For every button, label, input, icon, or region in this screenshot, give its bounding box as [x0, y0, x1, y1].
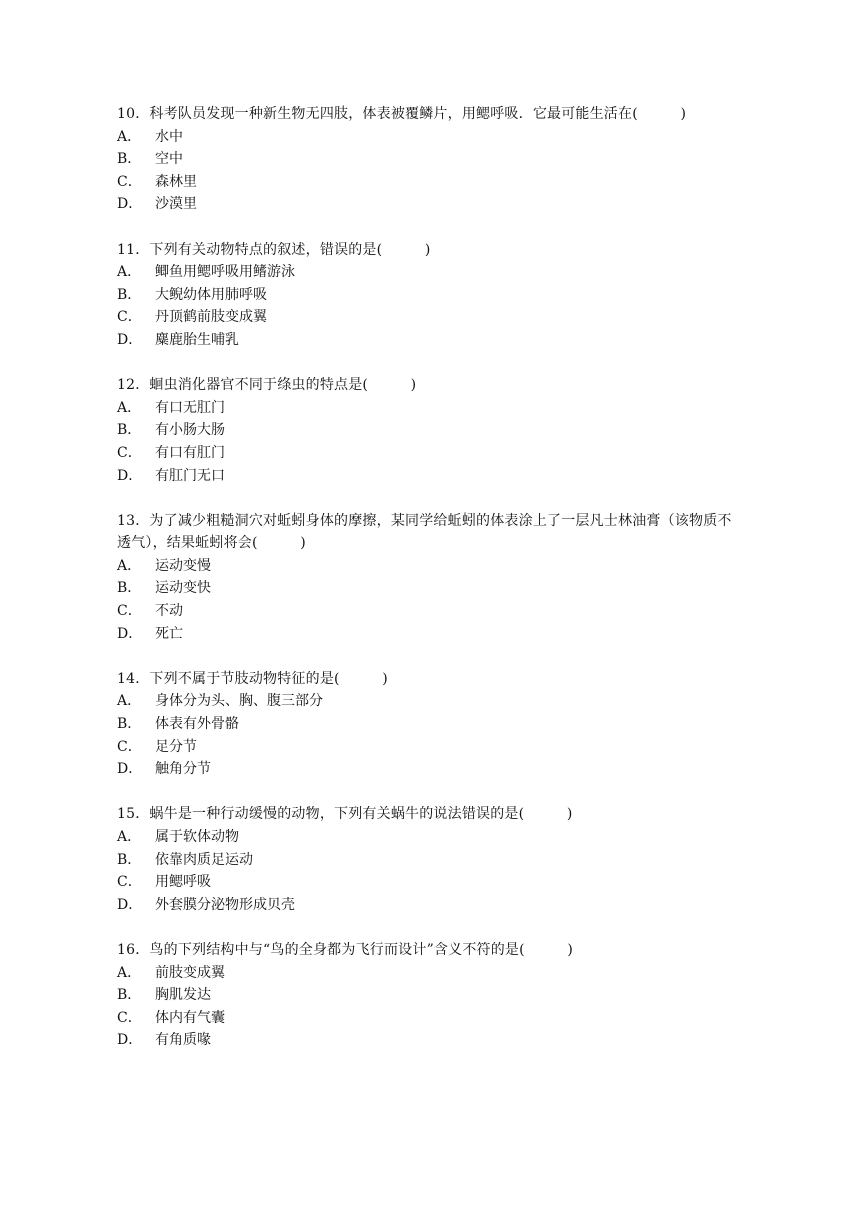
option-b — [117, 148, 737, 171]
option-text: 触角分节 — [155, 761, 211, 778]
option-text: 体表有外骨骼 — [155, 716, 239, 733]
option-c — [117, 600, 737, 623]
option-letter: C． — [117, 738, 142, 755]
option-letter: D． — [117, 196, 143, 213]
option-letter: A． — [117, 264, 142, 281]
option-b — [117, 284, 737, 307]
option-d — [117, 465, 737, 488]
option-d — [117, 623, 737, 646]
option-b — [117, 577, 737, 600]
option-text: 空中 — [155, 151, 183, 168]
option-text: 属于软体动物 — [155, 829, 239, 845]
option-letter: A． — [117, 128, 142, 145]
option-text: 体内有气囊 — [155, 1009, 225, 1026]
option-letter: B． — [117, 987, 142, 1004]
option-b — [117, 984, 737, 1007]
option-text: 用鳃呼吸 — [155, 874, 211, 891]
question-stem: 11．下列有关动物特点的叙述，错误的是( ) — [117, 241, 431, 258]
option-text: 足分节 — [155, 738, 197, 755]
option-text: 胸肌发达 — [155, 987, 211, 1004]
option-text: 麋鹿胎生哺乳 — [155, 331, 239, 348]
option-text: 大鲵幼体用肺呼吸 — [155, 286, 267, 303]
option-c — [117, 442, 737, 465]
option-text: 沙漠里 — [155, 196, 197, 213]
option-text: 鲫鱼用鳃呼吸用鳍游泳 — [155, 264, 295, 281]
option-d — [117, 758, 737, 781]
option-a — [117, 555, 737, 578]
question-10 — [117, 103, 737, 216]
option-letter: D． — [117, 625, 143, 642]
option-letter: C． — [117, 874, 142, 891]
option-c — [117, 1007, 737, 1030]
option-letter: D． — [117, 761, 143, 778]
question-stem: 14．下列不属于节肢动物特征的是( ) — [117, 670, 388, 687]
option-letter: C． — [117, 603, 142, 620]
option-text: 有口有肛门 — [155, 444, 225, 461]
option-letter: C． — [117, 309, 142, 326]
option-letter: A． — [117, 557, 142, 574]
option-c — [117, 871, 737, 894]
option-letter: C． — [117, 173, 142, 190]
question-13 — [117, 510, 737, 646]
option-letter: C． — [117, 1009, 142, 1026]
question-16 — [117, 939, 737, 1052]
option-text: 外套膜分泌物形成贝壳 — [155, 896, 295, 913]
option-text: 身体分为头、胸、腹三部分 — [155, 693, 323, 710]
option-letter: D． — [117, 467, 143, 484]
option-text: 有肛门无口 — [155, 467, 225, 484]
option-d — [117, 193, 737, 216]
option-d — [117, 1029, 737, 1052]
option-a — [117, 962, 737, 985]
question-stem: 16．鸟的下列结构中与“鸟的全身都为飞行而设计”含义不符的是( ) — [117, 941, 574, 958]
option-letter: C． — [117, 444, 142, 461]
option-text: 有小肠大肠 — [155, 422, 225, 439]
option-text: 有口无肛门 — [155, 399, 225, 416]
question-15 — [117, 803, 737, 916]
option-a — [117, 397, 737, 420]
option-letter: B． — [117, 151, 142, 168]
question-stem: 15．蜗牛是一种行动缓慢的动物，下列有关蜗牛的说法错误的是( ) — [117, 806, 573, 823]
option-a — [117, 690, 737, 713]
question-stem: 12．蛔虫消化器官不同于绦虫的特点是( ) — [117, 377, 417, 394]
question-14 — [117, 668, 737, 781]
option-text: 丹顶鹤前肢变成翼 — [155, 309, 267, 326]
option-text: 不动 — [155, 603, 183, 620]
option-letter: A． — [117, 399, 142, 416]
option-text: 死亡 — [155, 625, 183, 642]
option-text: 森林里 — [155, 173, 197, 190]
option-c — [117, 171, 737, 194]
question-stem: 13．为了减少粗糙洞穴对蚯蚓身体的摩擦，某同学给蚯蚓的体表涂上了一层凡士林油膏（该物质不透气），结果蚯蚓将会( ) — [117, 512, 732, 552]
option-letter: D． — [117, 896, 143, 913]
option-a — [117, 126, 737, 149]
option-letter: B． — [117, 422, 142, 439]
option-letter: B． — [117, 286, 142, 303]
option-letter: A． — [117, 964, 142, 981]
option-letter: A． — [117, 829, 142, 845]
option-text: 前肢变成翼 — [155, 964, 225, 981]
option-text: 有角质喙 — [155, 1032, 211, 1049]
option-d — [117, 329, 737, 352]
option-text: 运动变快 — [155, 580, 211, 597]
option-letter: D． — [117, 1032, 143, 1049]
option-b — [117, 849, 737, 872]
option-letter: B． — [117, 716, 142, 733]
question-12 — [117, 374, 737, 487]
option-text: 依靠肉质足运动 — [155, 851, 253, 868]
option-a — [117, 826, 737, 849]
question-sheet — [117, 103, 737, 1075]
option-letter: A． — [117, 693, 142, 710]
question-11 — [117, 239, 737, 352]
option-letter: D． — [117, 331, 143, 348]
option-b — [117, 713, 737, 736]
option-d — [117, 894, 737, 917]
option-b — [117, 419, 737, 442]
option-letter: B． — [117, 851, 142, 868]
option-a — [117, 261, 737, 284]
option-text: 运动变慢 — [155, 557, 211, 574]
option-text: 水中 — [155, 128, 183, 145]
option-c — [117, 736, 737, 759]
question-stem: 10．科考队员发现一种新生物无四肢，体表被覆鳞片，用鳃呼吸．它最可能生活在( ) — [117, 106, 687, 122]
option-letter: B． — [117, 580, 142, 597]
option-c — [117, 306, 737, 329]
